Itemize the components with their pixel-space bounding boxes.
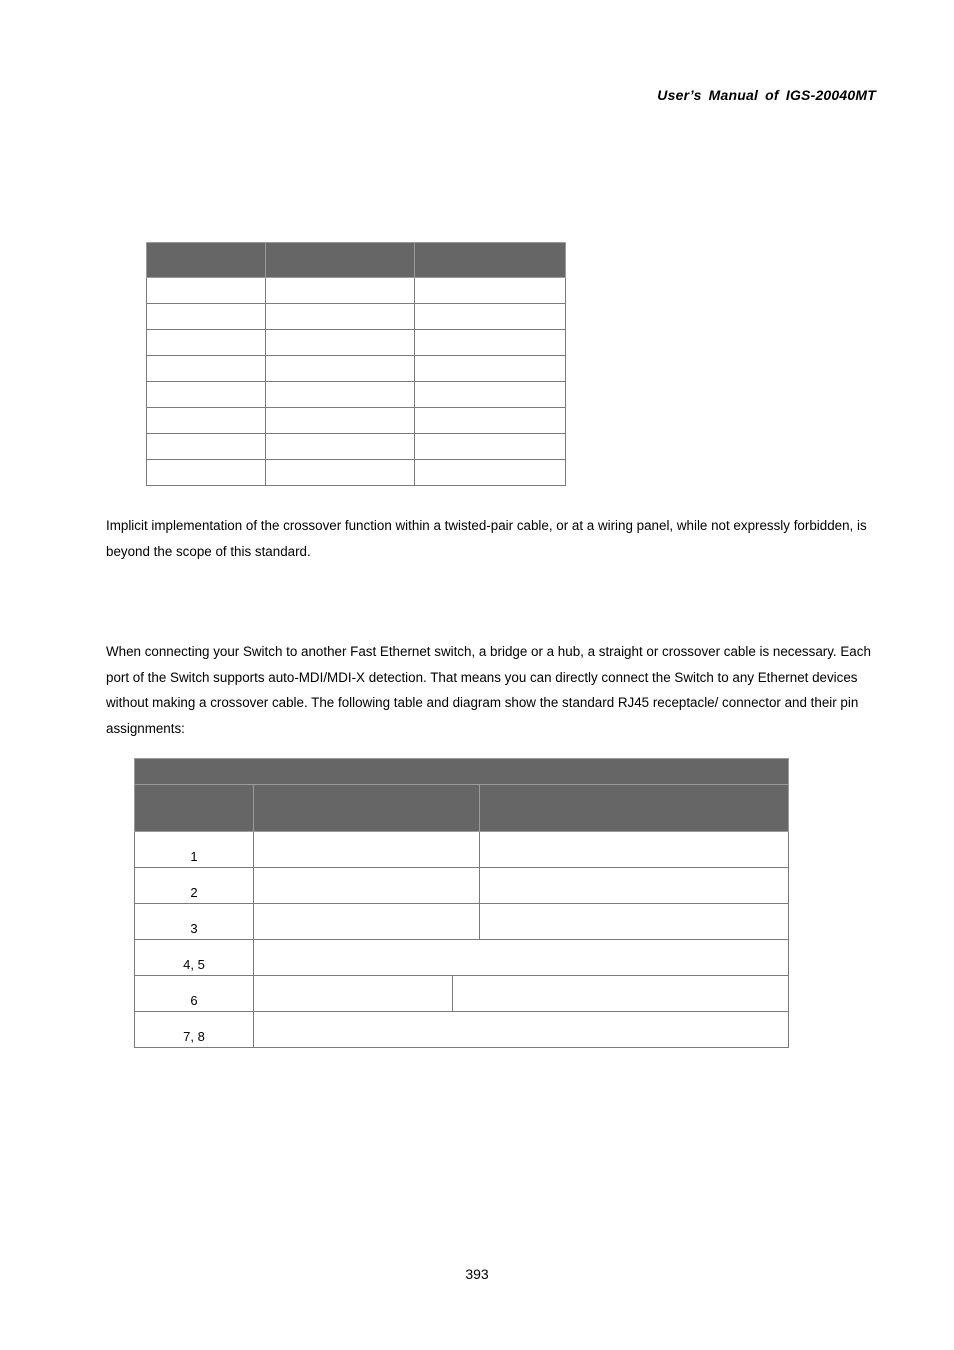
pin-number-cell: 2 <box>135 868 254 904</box>
table-cell <box>480 904 789 940</box>
table-row <box>147 304 566 330</box>
table-cell <box>453 976 789 1012</box>
table-cell <box>265 382 415 408</box>
table-row <box>147 278 566 304</box>
table-cell <box>265 356 415 382</box>
table-row <box>135 976 789 1012</box>
table-row <box>147 434 566 460</box>
table-cell <box>415 408 566 434</box>
table-cell <box>415 356 566 382</box>
table-cell <box>265 278 415 304</box>
pin-number-cell: 7, 8 <box>135 1012 254 1048</box>
table-cell <box>415 304 566 330</box>
table-row <box>147 356 566 382</box>
pin-number-cell: 3 <box>135 904 254 940</box>
table-row <box>135 904 789 940</box>
table-cell <box>254 976 453 1012</box>
rj45-pin-assignment-table <box>134 758 789 1048</box>
header-cell <box>147 243 266 278</box>
table-cell <box>265 434 415 460</box>
table-cell <box>265 304 415 330</box>
table-cell <box>147 408 266 434</box>
page-header-title: User’s Manual of IGS-20040MT <box>657 87 876 103</box>
table-cell <box>415 278 566 304</box>
header-cell <box>254 785 480 832</box>
table-header-row <box>147 243 566 278</box>
table-header-row <box>135 785 789 832</box>
table-row <box>147 382 566 408</box>
table-cell <box>415 460 566 486</box>
pin-number-cell: 1 <box>135 832 254 868</box>
table-cell <box>147 304 266 330</box>
table-row <box>147 408 566 434</box>
table-cell <box>147 460 266 486</box>
connection-info-paragraph: When connecting your Switch to another Fast Ethernet switch, a bridge or a hub, a straight or crossover cable is necessary. Each port of the Switch supports auto-MDI/MDI-X detection. That means you can directly connect the Switch to any Ethernet devices without making a crossover cable. The following table and diagram show the standard RJ45 receptacle/ connector and their pin assignments: <box>106 644 871 736</box>
table-cell <box>254 868 480 904</box>
table-cell <box>147 382 266 408</box>
table-cell <box>415 434 566 460</box>
pin-number-cell: 6 <box>135 976 254 1012</box>
header-cell <box>135 759 789 785</box>
table-row <box>147 330 566 356</box>
table-title-row <box>135 759 789 785</box>
table-row <box>147 460 566 486</box>
page-number: 393 <box>465 1266 489 1282</box>
table-cell <box>415 330 566 356</box>
table-row <box>135 1012 789 1048</box>
header-cell <box>265 243 415 278</box>
table-cell <box>254 1012 789 1048</box>
header-cell <box>415 243 566 278</box>
table-cell <box>415 382 566 408</box>
table-row <box>135 832 789 868</box>
crossover-pin-table <box>146 242 566 486</box>
header-cell <box>135 785 254 832</box>
table-cell <box>147 330 266 356</box>
table-cell <box>147 278 266 304</box>
table-cell <box>265 330 415 356</box>
table-cell <box>147 356 266 382</box>
table-row <box>135 868 789 904</box>
table-cell <box>265 460 415 486</box>
table-cell <box>254 904 480 940</box>
table-cell <box>265 408 415 434</box>
header-cell <box>480 785 789 832</box>
table-cell <box>480 832 789 868</box>
pin-number-cell: 4, 5 <box>135 940 254 976</box>
table-cell <box>147 434 266 460</box>
table-cell <box>254 940 789 976</box>
crossover-note-paragraph: Implicit implementation of the crossover function within a twisted-pair cable, or at a wiring panel, while not expressly forbidden, is beyond the scope of this standard. <box>106 518 867 559</box>
table-cell <box>254 832 480 868</box>
table-cell <box>480 868 789 904</box>
table-row <box>135 940 789 976</box>
